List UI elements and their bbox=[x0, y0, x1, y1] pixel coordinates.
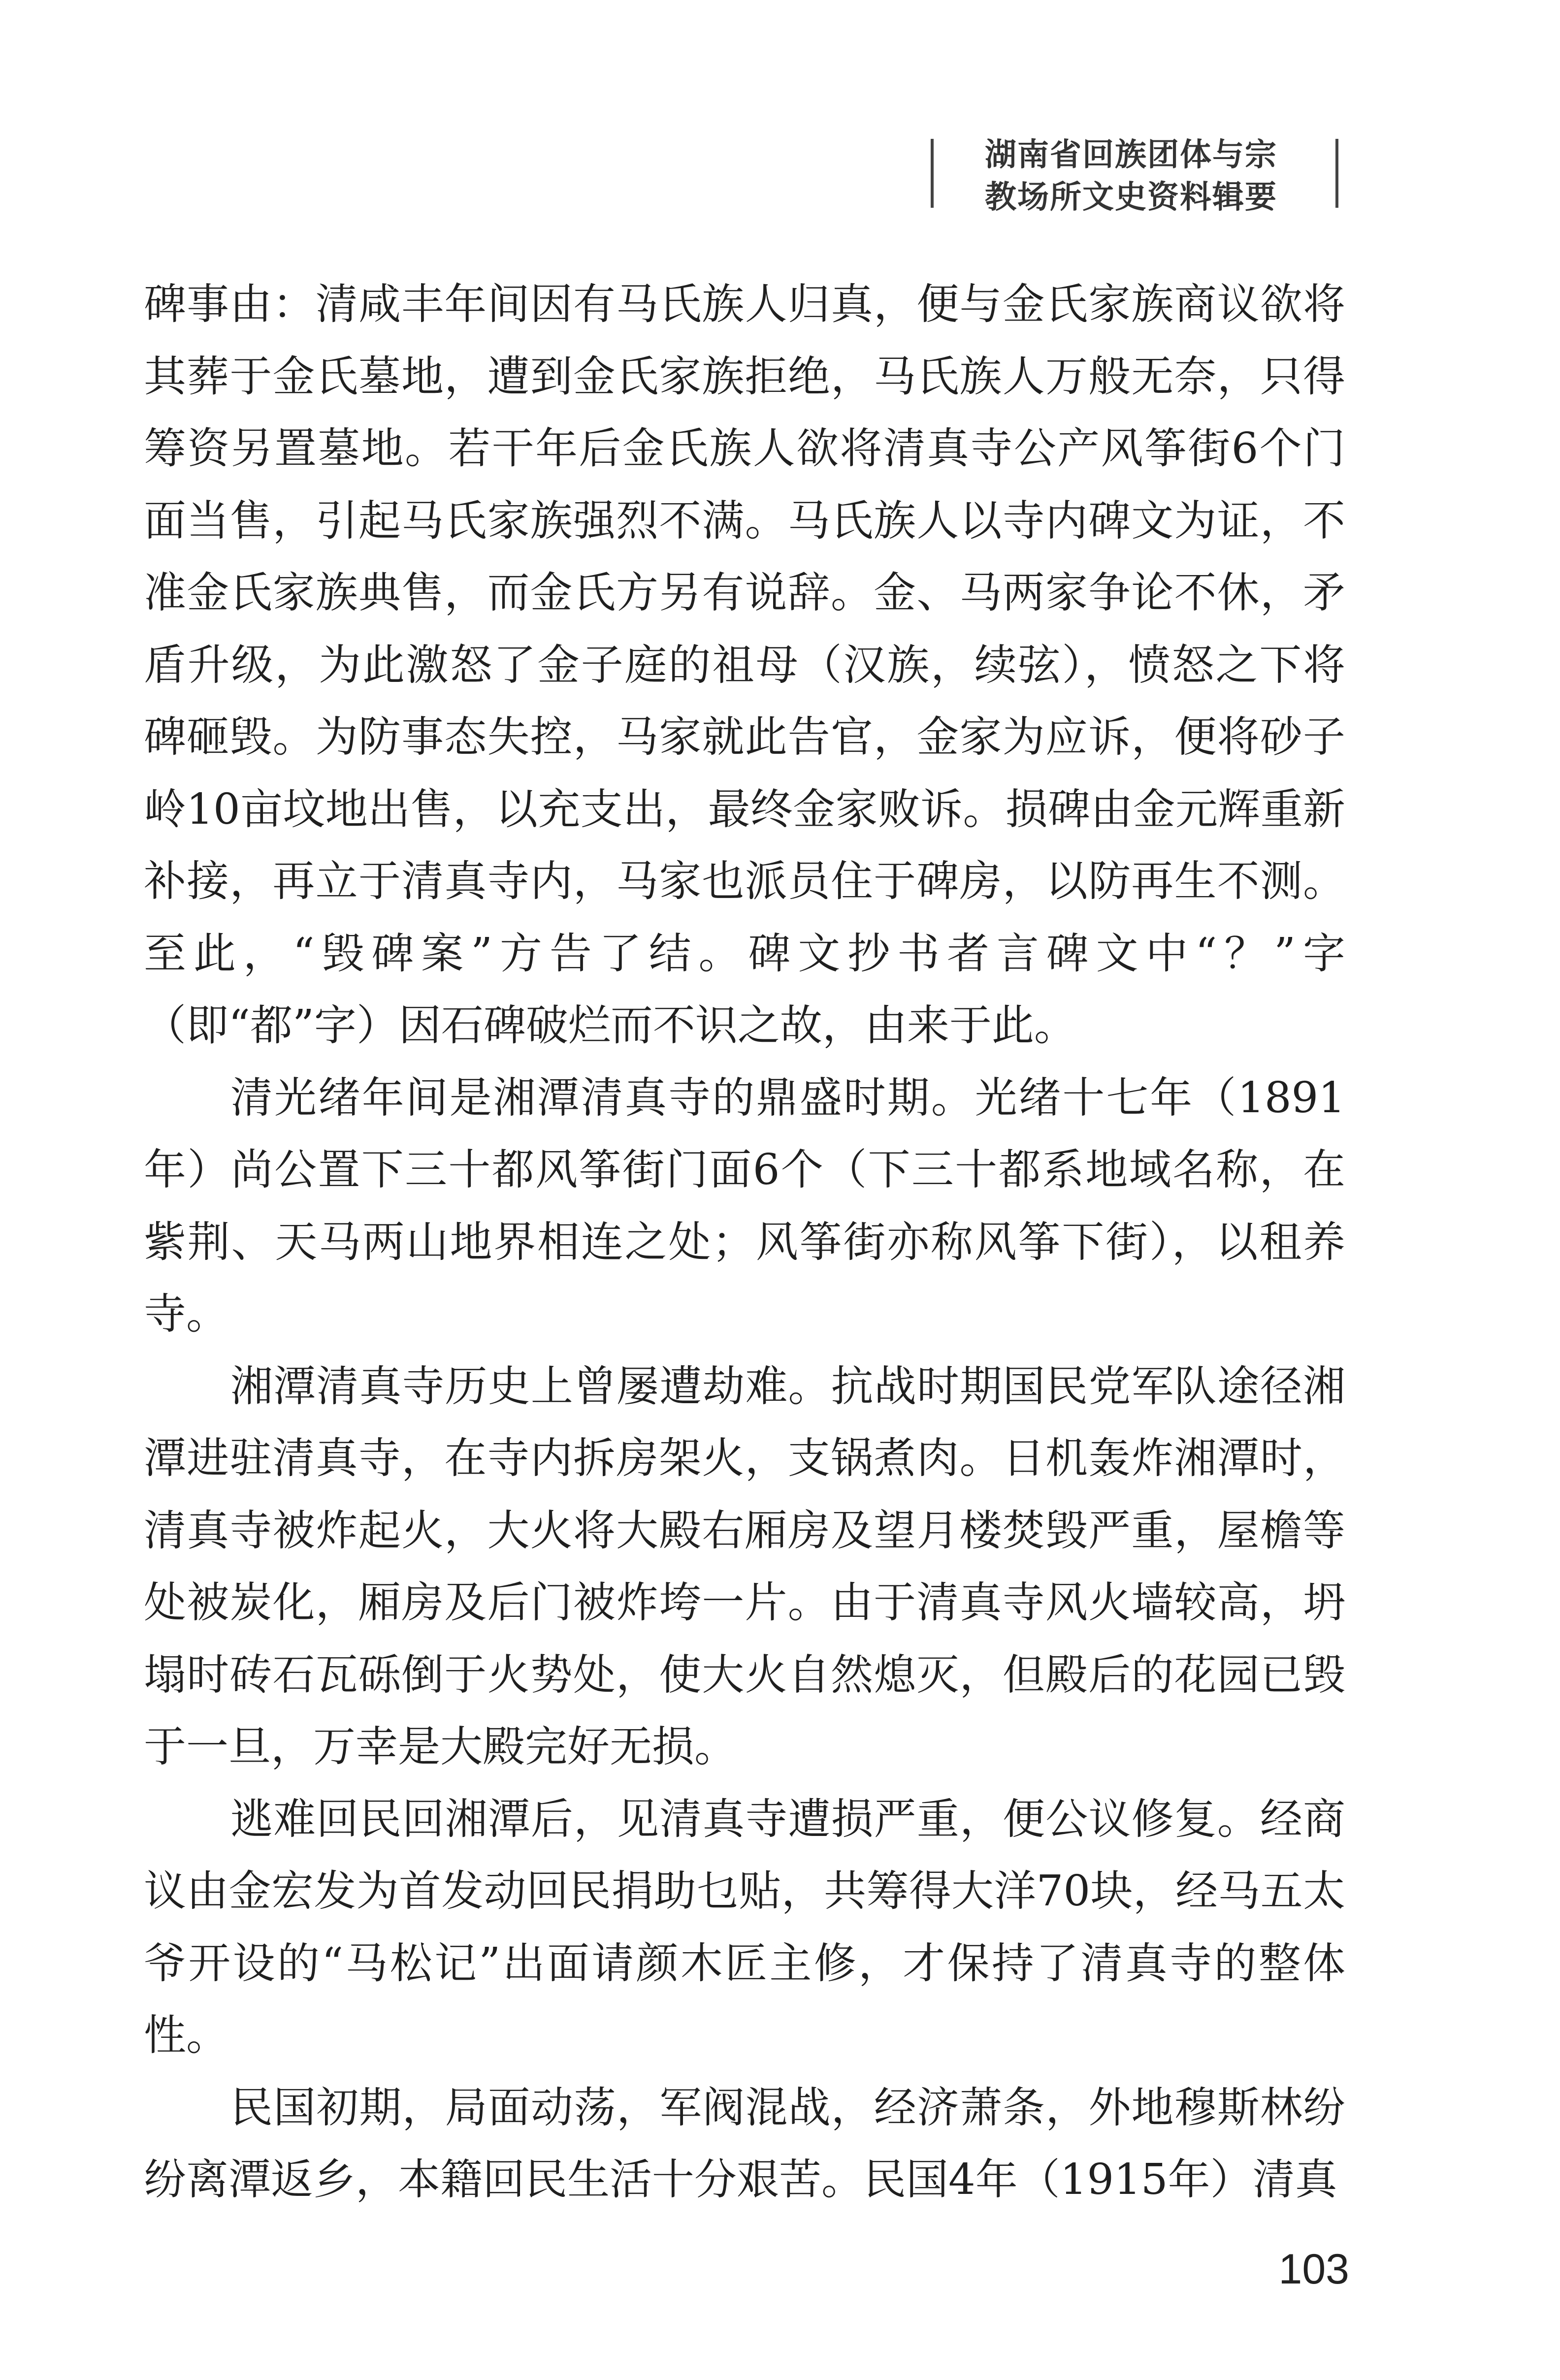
header-rule-right bbox=[1335, 139, 1338, 208]
body-text bbox=[144, 268, 1345, 2216]
header-title-line-2: 教场所文史资料辑要 bbox=[985, 179, 1277, 216]
header-rule-left bbox=[931, 139, 934, 208]
page-number: 103 bbox=[1278, 2246, 1349, 2293]
paragraph-4: 逃难回民回湘潭后，见清真寺遭损严重，便公议修复。经商议由金宏发为首发动回民捐助乜贴，共筹得大洋70块，经马五太爷开设的“马松记”出面请颜木匠主修，才保持了清真寺的整体性。 bbox=[144, 1794, 1345, 2060]
header-title-line-1: 湖南省回族团体与宗 bbox=[985, 137, 1277, 173]
paragraph-1: 碑事由：清咸丰年间因有马氏族人归真，便与金氏家族商议欲将其葬于金氏墓地，遭到金氏家族拒绝，马氏族人万般无奈，只得筹资另置墓地。若干年后金氏族人欲将清真寺公产风筝街6个门面当售，引起马氏家族强烈不满。马氏族人以寺内碑文为证，不准金氏家族典售，而金氏方另有说辞。金、马两家争论不休，矛盾升级，为此激怒了金子庭的祖母（汉族，续弦），愤怒之下将碑砸毁。为防事态失控，马家就此告官，金家为应诉，便将砂子岭10亩坟地出售，以充支出，最终金家败诉。损碑由金元辉重新补接，再立于清真寺内，马家也派员住于碑房，以防再生不测。至此，“毁碑案”方告了结。碑文抄书者言碑文中“？”字（即“都”字）因石碑破烂而不识之故，由来于此。 bbox=[144, 280, 1345, 1050]
running-header bbox=[931, 129, 1338, 218]
paragraph-5: 民国初期，局面动荡，军阀混战，经济萧条，外地穆斯林纷纷离潭返乡，本籍回民生活十分艰苦。民国4年（1915年）清真 bbox=[144, 2083, 1345, 2204]
header-title bbox=[985, 134, 1290, 219]
paragraph-2: 清光绪年间是湘潭清真寺的鼎盛时期。光绪十七年（1891年）尚公置下三十都风筝街门面6个（下三十都系地域名称，在紫荆、天马两山地界相连之处；风筝街亦称风筝下街），以租养寺。 bbox=[144, 1073, 1345, 1339]
paragraph-3: 湘潭清真寺历史上曾屡遭劫难。抗战时期国民党军队途径湘潭进驻清真寺，在寺内拆房架火，支锅煮肉。日机轰炸湘潭时，清真寺被炸起火，大火将大殿右厢房及望月楼焚毁严重，屋檐等处被炭化，厢房及后门被炸垮一片。由于清真寺风火墙较高，坍塌时砖石瓦砾倒于火势处，使大火自然熄灭，但殿后的花园已毁于一旦，万幸是大殿完好无损。 bbox=[144, 1361, 1345, 1771]
